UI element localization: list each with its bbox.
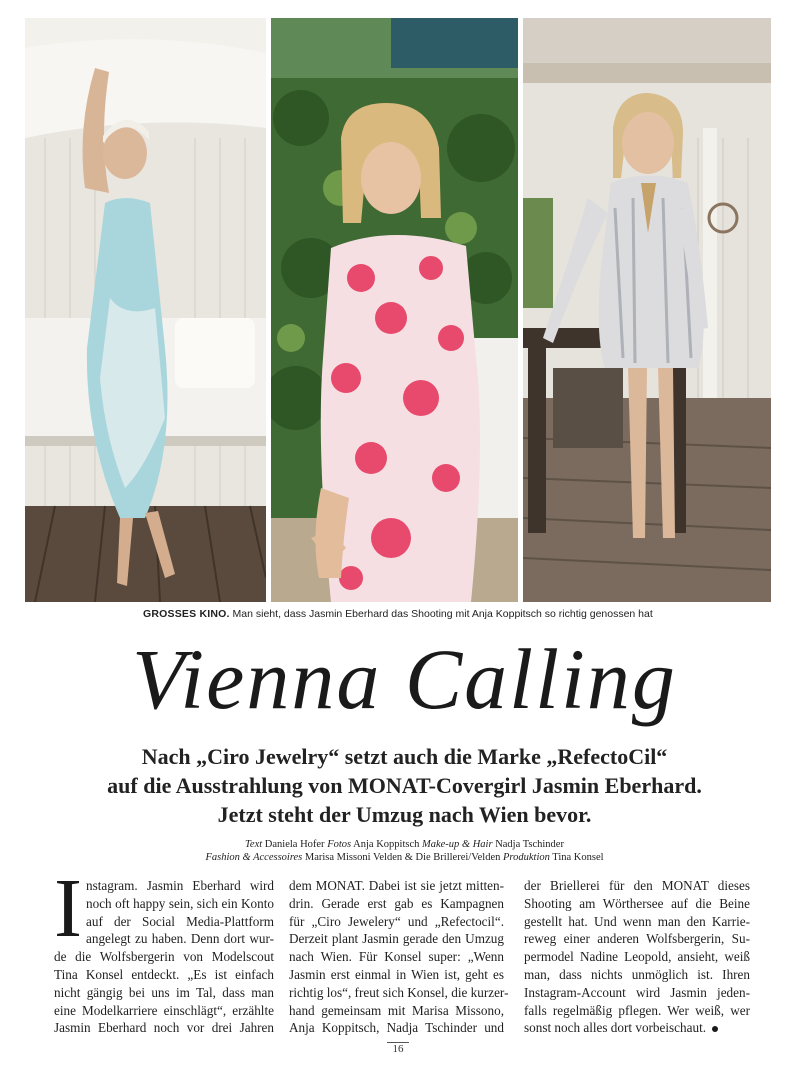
subhead-line-2: auf die Ausstrahlung von MONAT-Covergirl Jasmin Eberhard. — [107, 773, 702, 798]
body-line: Shooting am Wörthersee auf die Beine — [524, 895, 750, 911]
credit-text-name: Daniela Hofer — [264, 839, 325, 850]
body-line: hand gemeinsam mit Marisa Missono, — [289, 1002, 504, 1018]
body-line: auf der Social Media-Plattform — [86, 913, 274, 929]
photo-model-pavilion — [25, 18, 266, 602]
body-line: Anja Koppitsch, Nadja Tschinder und — [289, 1020, 504, 1036]
credit-produktion-name: Tina Konsel — [552, 852, 604, 863]
page-number: 16 — [392, 1043, 404, 1055]
subhead-line-1: Nach „Ciro Jewelry“ setzt auch die Marke „RefectoCil“ — [141, 744, 668, 769]
photo-caption — [143, 608, 783, 620]
credit-fotos-label: Fotos — [327, 839, 352, 850]
body-line: dem MONAT. Dabei ist sie jetzt mitten- — [289, 878, 504, 893]
credit-fashion-label: Fashion & Accessoires — [205, 852, 303, 863]
body-line: noch oft happy sein, sich ein Konto — [86, 895, 274, 911]
body-line: Derzeit plant Jasmin gerade den Umzug — [289, 931, 504, 947]
article-credits — [0, 838, 809, 864]
body-line: permodel Nadine Leopold, ansieht, weiß — [524, 949, 750, 965]
body-line: reweg einer anderen Wolfsbergerin, Su- — [524, 931, 750, 947]
body-line: nach Wien. Für Konsel super: „Wenn — [289, 949, 504, 965]
body-line: drin. Gerade erst gab es Kampagnen — [289, 895, 504, 911]
body-line-final-text: sonst noch alles dort vorbeischaut. — [524, 1020, 707, 1036]
body-line: nstagram. Jasmin Eberhard wird — [86, 878, 274, 893]
article-headline: Vienna Calling — [132, 631, 677, 727]
photo-model-veranda — [523, 18, 771, 602]
caption-text: Man sieht, dass Jasmin Eberhard das Shooting mit Anja Koppitsch so richtig genossen hat — [232, 608, 653, 620]
body-line: der Briellerei für den MONAT dieses — [524, 878, 750, 893]
body-column-2 — [289, 877, 509, 1037]
body-line: Jasmin erst einmal in Wien ist, geht es — [289, 966, 504, 982]
body-column-3 — [524, 877, 750, 1037]
article-subhead — [40, 742, 769, 829]
credit-makeup-name: Nadja Tschinder — [495, 839, 564, 850]
body-line: Jasmin Eberhard noch vor drei Jahren — [54, 1020, 274, 1036]
body-line: falls regelmäßig pflegen. Wer weiß, wer — [524, 1002, 750, 1018]
caption-lead: GROSSES KINO. — [143, 608, 230, 620]
body-line: nicht gängig bei uns im Tal, dass man — [54, 984, 274, 1000]
photo-model-garden — [271, 18, 518, 602]
drop-cap: I — [54, 862, 82, 955]
body-line: de die Wolfsbergerin von Modelscout — [54, 949, 274, 965]
body-line: richtig los“, freut sich Konsel, die kurzer- — [289, 984, 509, 1000]
body-line: Instagram-Account wird Jasmin jeden- — [524, 984, 750, 1000]
body-line: gestellt hat. Und wenn man den Karrie- — [524, 913, 750, 929]
credit-fotos-name: Anja Koppitsch — [353, 839, 420, 850]
end-mark-icon — [712, 1026, 718, 1032]
body-column-1 — [54, 877, 274, 1037]
body-line: für „Ciro Jewelery“ und „Refectocil“. — [289, 913, 504, 929]
body-line: eine Modelkarriere einschlägt“, erzählte — [54, 1002, 274, 1018]
credit-fashion-name: Marisa Missoni Velden & Die Brillerei/Velden — [304, 852, 501, 863]
credit-produktion-label: Produktion — [503, 852, 550, 863]
body-line-final — [524, 1019, 750, 1037]
credit-makeup-label: Make-up & Hair — [421, 839, 493, 850]
body-line: angelegt zu haben. Denn dort wur- — [86, 931, 274, 947]
subhead-line-3: Jetzt steht der Umzug nach Wien bevor. — [217, 802, 592, 827]
credit-text-label: Text — [245, 839, 263, 850]
body-line: man, dass nichts unmöglich ist. Ihren — [524, 966, 750, 982]
body-line: Tina Konsel entdeckt. „Es ist einfach — [54, 966, 274, 982]
